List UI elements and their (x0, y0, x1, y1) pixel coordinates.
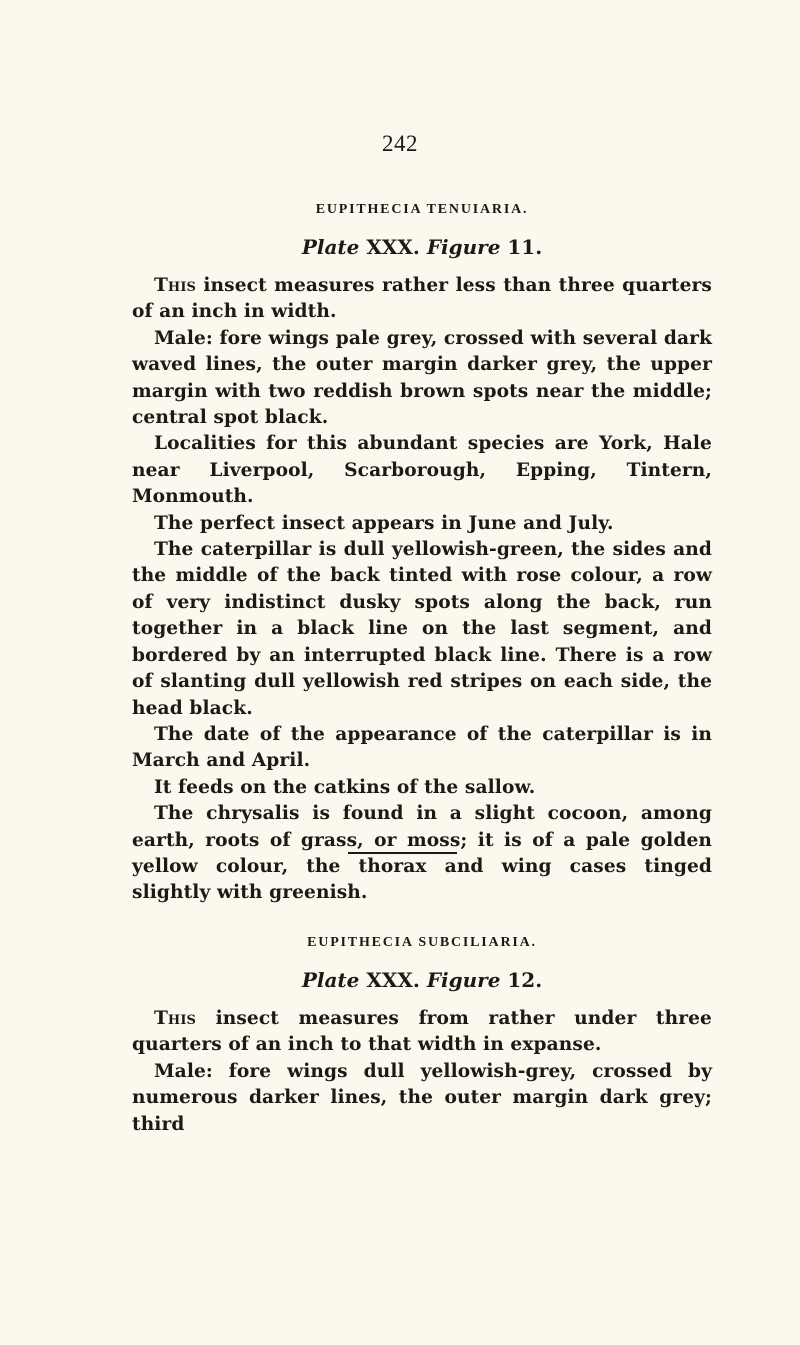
paragraph: The caterpillar is dull yellowish-green, the sides and the middle of the back tinted with rose colour, a row of very indistinct dusky spots along the back, run together in a black line on the last segment, and bordered by an interrupted black line. There is a row of slanting dull yellowish red stripes on each side, the head black. (132, 539, 712, 719)
plate-number: XXX. (366, 968, 420, 992)
figure-number: 12. (507, 968, 543, 992)
plate-reference (132, 968, 712, 992)
figure-label: Figure (426, 968, 501, 992)
paragraph-lead-word: This (154, 1008, 196, 1029)
paragraph: It feeds on the catkins of the sallow. (154, 776, 536, 798)
plate-label: Plate (301, 968, 360, 992)
paragraph: The perfect insect appears in June and July. (154, 512, 614, 534)
species-heading: EUPITHECIA TENUIARIA. (315, 202, 529, 217)
plate-label: Plate (301, 235, 360, 259)
species-entry-tenuiaria (132, 200, 712, 907)
page-number: 242 (382, 131, 418, 156)
species-entry-subciliaria (132, 933, 712, 1138)
paragraph (132, 273, 712, 326)
paragraph: The chrysalis is found in a slight cocoon, among earth, roots of grass, or moss; it is of a pale golden yellow colour, the thorax and wing cases tinged slightly with greenish. (132, 803, 712, 904)
paragraph-text: insect measures rather less than three quarters of an inch in width. (132, 275, 712, 323)
paragraph: Male: fore wings dull yellowish-grey, crossed by numerous darker lines, the outer margin dark grey; third (132, 1060, 712, 1135)
paragraph (132, 1006, 712, 1059)
species-heading: EUPITHECIA SUBCILIARIA. (307, 935, 537, 950)
section-divider (348, 852, 457, 854)
paragraph: Male: fore wings pale grey, crossed with several dark waved lines, the outer margin darker grey, the upper margin with two reddish brown spots near the middle; central spot black. (132, 327, 712, 429)
paragraph-lead-word: This (154, 275, 196, 296)
paragraph: The date of the appearance of the caterpillar is in March and April. (132, 723, 712, 772)
figure-number: 11. (507, 235, 543, 259)
plate-reference (132, 235, 712, 259)
figure-label: Figure (426, 235, 501, 259)
paragraph: Localities for this abundant species are York, Hale near Liverpool, Scarborough, Epping, Tintern, Monmouth. (132, 433, 712, 508)
paragraph-text: insect measures from rather under three quarters of an inch to that width in expanse. (132, 1008, 712, 1056)
plate-number: XXX. (366, 235, 420, 259)
